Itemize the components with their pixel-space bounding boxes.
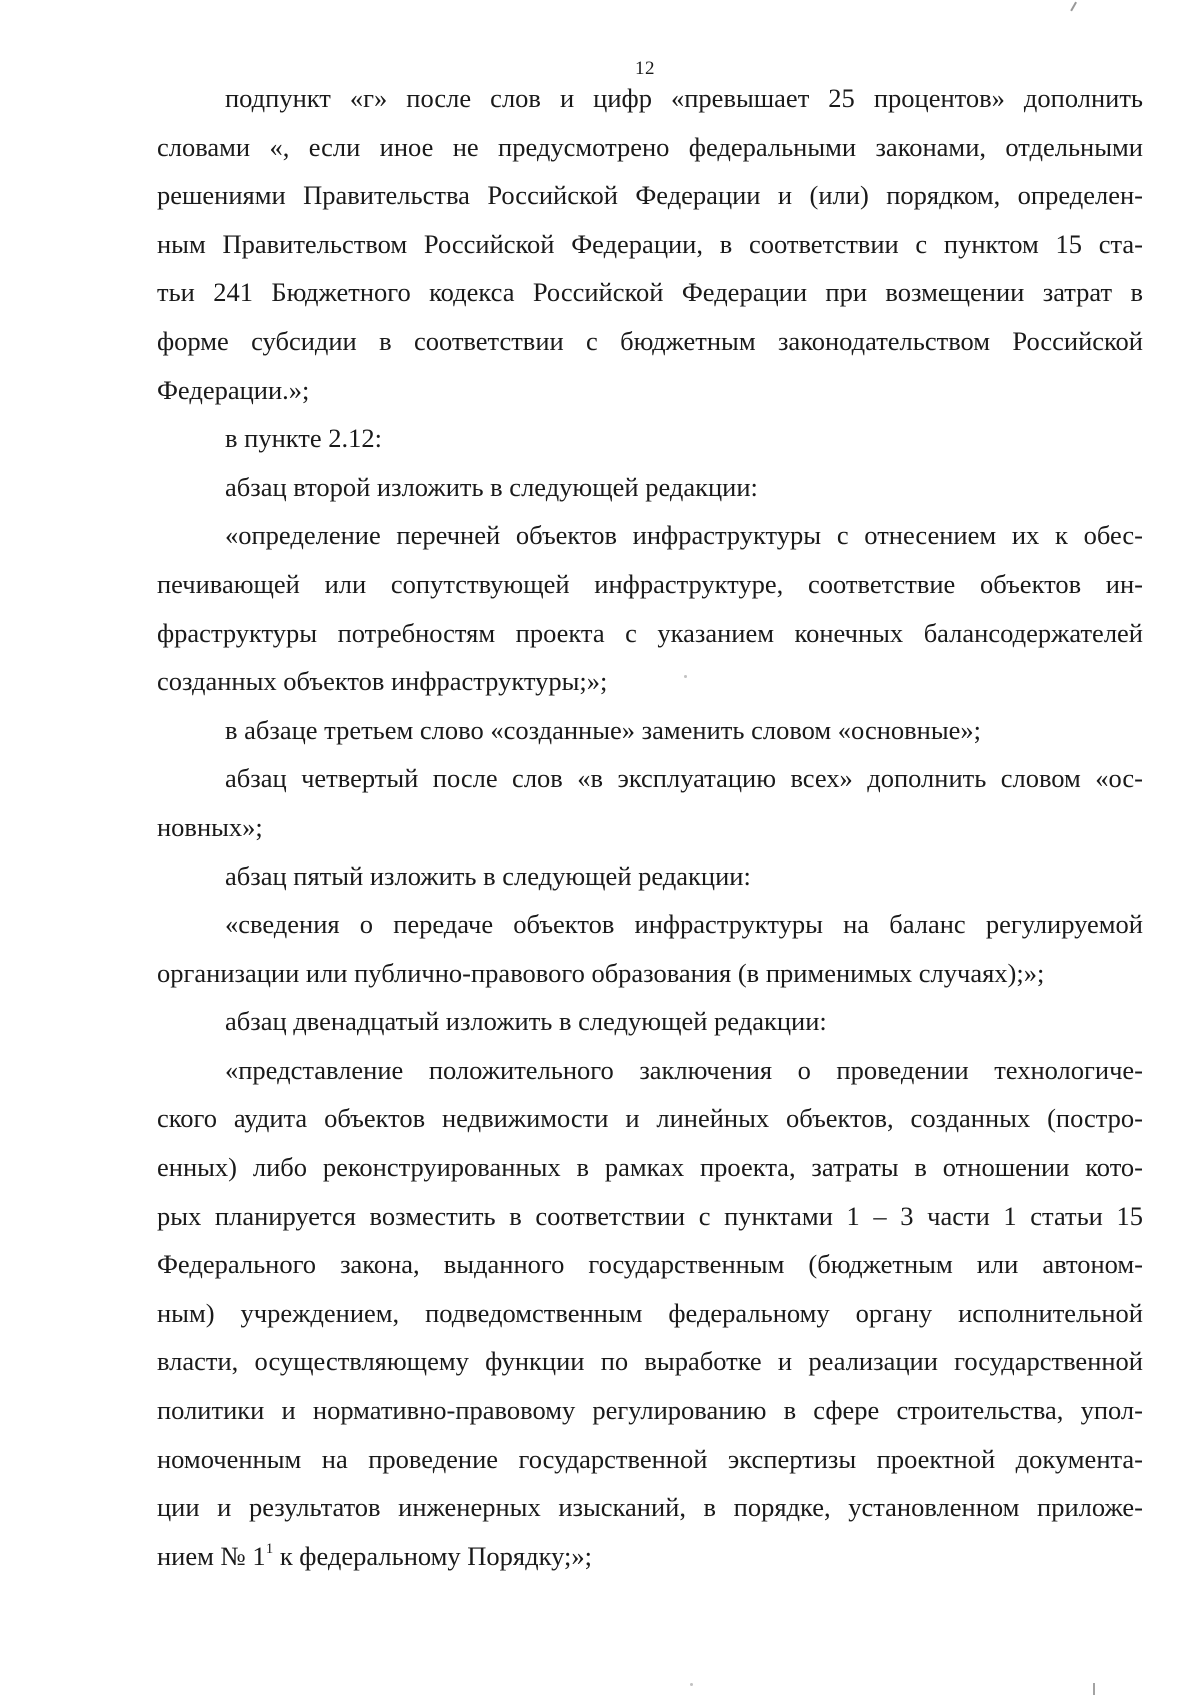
page-number: 12 [635,58,655,79]
document-line: «представление положительного заключения о проведении технологиче- [225,1054,1143,1085]
document-line: ным Правительством Российской Федерации, в соответствии с пунктом 15 ста- [157,228,1143,259]
document-line: Федерального закона, выданного государственным (бюджетным или автоном- [157,1249,1143,1280]
final-line-text: нием № 1 [157,1540,266,1571]
document-line: решениями Правительства Российской Федерации и (или) порядком, определен- [157,180,1143,211]
document-line: ции и результатов инженерных изысканий, в порядке, установленном приложе- [157,1492,1143,1523]
document-line: енных) либо реконструированных в рамках проекта, затраты в отношении кото- [157,1152,1143,1183]
document-line: «определение перечней объектов инфраструктуры с отнесением их к обес- [225,520,1143,551]
document-line: политики и нормативно-правовому регулированию в сфере строительства, упол- [157,1395,1143,1426]
scan-mark [1065,0,1077,11]
document-line: номоченным на проведение государственной экспертизы проектной документа- [157,1443,1143,1474]
scan-mark [1093,1683,1095,1695]
document-line: абзац пятый изложить в следующей редакции: [225,860,751,891]
document-line: рых планируется возместить в соответствии с пунктами 1 – 3 части 1 статьи 15 [157,1200,1143,1231]
document-line: тьи 241 Бюджетного кодекса Российской Федерации при возмещении затрат в [157,277,1143,308]
document-line: подпункт «г» после слов и цифр «превышает 25 процентов» дополнить [225,83,1143,113]
document-line-final [157,1532,1143,1581]
document-line: власти, осуществляющему функции по выработке и реализации государственной [157,1346,1143,1377]
document-line: абзац второй изложить в следующей редакции: [225,471,758,502]
document-body [157,74,1143,1580]
document-line: Федерации.»; [157,374,310,405]
document-line: абзац двенадцатый изложить в следующей редакции: [225,1006,827,1037]
document-line: форме субсидии в соответствии с бюджетным законодательством Российской [157,325,1143,356]
document-line: ным) учреждением, подведомственным федеральному органу исполнительной [157,1297,1143,1328]
document-line: новных»; [157,811,263,842]
final-line-tail: к федеральному Порядку;»; [273,1540,592,1571]
document-line: ского аудита объектов недвижимости и линейных объектов, созданных (постро- [157,1103,1143,1134]
scan-speck [684,675,687,678]
footnote-superscript: 1 [265,1540,274,1557]
document-line: печивающей или сопутствующей инфраструктуре, соответствие объектов ин- [157,568,1143,599]
document-line: абзац четвертый после слов «в эксплуатацию всех» дополнить словом «ос- [225,763,1143,794]
scan-speck [690,1683,693,1686]
document-line: «сведения о передаче объектов инфраструктуры на баланс регулируемой [225,909,1143,940]
document-line: созданных объектов инфраструктуры;»; [157,666,608,697]
document-line: организации или публично-правового образования (в применимых случаях);»; [157,957,1045,988]
document-line: фраструктуры потребностям проекта с указанием конечных балансодержателей [157,617,1143,648]
document-line: словами «, если иное не предусмотрено федеральными законами, отдельными [157,131,1143,162]
document-line: в абзаце третьем слово «созданные» заменить словом «основные»; [225,714,982,745]
document-line: в пункте 2.12: [225,423,382,454]
